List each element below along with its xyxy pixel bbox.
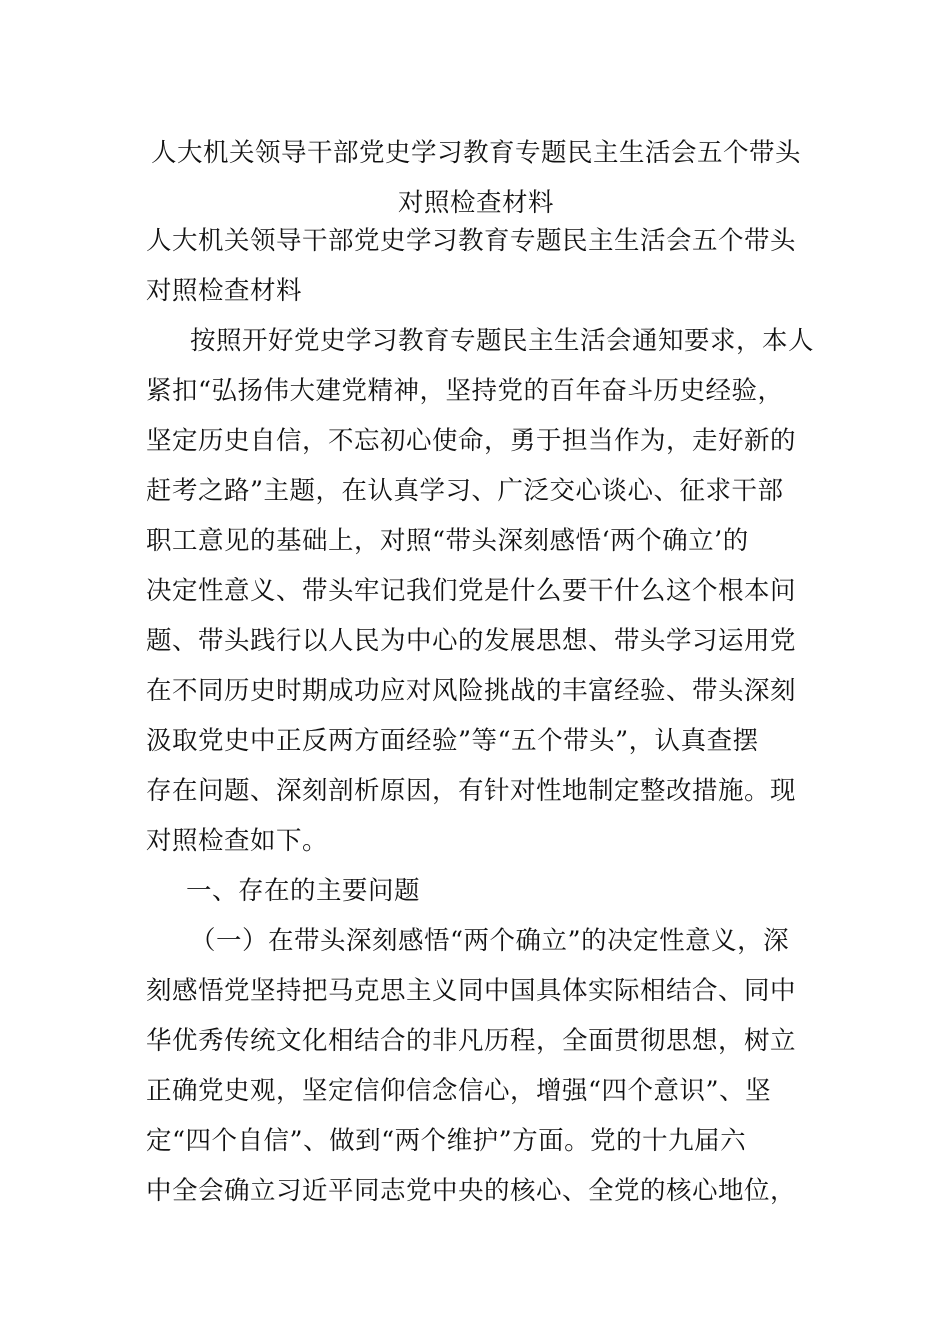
paragraph2-line: 华优秀传统文化相结合的非凡历程，全面贯彻思想，树立 <box>146 1026 797 1056</box>
paragraph1-line: 赶考之路”主题，在认真学习、广泛交心谈心、征求干部 <box>146 476 784 506</box>
paragraph1-line: 对照检查如下。 <box>146 826 329 856</box>
heading-line-1: 人大机关领导干部党史学习教育专题民主生活会五个带头 <box>146 226 797 256</box>
paragraph1-line: 按照开好党史学习教育专题民主生活会通知要求，本人 <box>190 326 815 356</box>
paragraph1-line: 汲取党史中正反两方面经验”等“五个带头”，认真查摆 <box>146 726 759 756</box>
document-title <box>146 128 806 228</box>
paragraph1-line: 紧扣“弘扬伟大建党精神，坚持党的百年奋斗历史经验， <box>146 376 784 406</box>
document-body <box>146 216 815 1216</box>
title-line-1: 人大机关领导干部党史学习教育专题民主生活会五个带头 <box>150 138 801 168</box>
paragraph1-line: 存在问题、深刻剖析原因，有针对性地制定整改措施。现 <box>146 776 797 806</box>
paragraph2-line: 定“四个自信”、做到“两个维护”方面。党的十九届六 <box>146 1126 747 1156</box>
paragraph1-line: 职工意见的基础上，对照“带头深刻感悟‘两个确立’的 <box>146 526 749 556</box>
section-heading: 一、存在的主要问题 <box>186 876 421 906</box>
paragraph1-line: 决定性意义、带头牢记我们党是什么要干什么这个根本问 <box>146 576 797 606</box>
heading-line-2: 对照检查材料 <box>146 276 303 306</box>
paragraph2-line: 中全会确立习近平同志党中央的核心、全党的核心地位， <box>146 1176 797 1206</box>
paragraph1-line: 题、带头践行以人民为中心的发展思想、带头学习运用党 <box>146 626 797 656</box>
paragraph2-line: 正确党史观，坚定信仰信念信心，增强“四个意识”、坚 <box>146 1076 772 1106</box>
title-line-2: 对照检查材料 <box>397 188 554 218</box>
paragraph2-line: （一）在带头深刻感悟“两个确立”的决定性意义，深 <box>190 926 790 956</box>
paragraph1-line: 坚定历史自信，不忘初心使命，勇于担当作为，走好新的 <box>146 426 797 456</box>
paragraph1-line: 在不同历史时期成功应对风险挑战的丰富经验、带头深刻 <box>146 676 797 706</box>
paragraph2-line: 刻感悟党坚持把马克思主义同中国具体实际相结合、同中 <box>146 976 797 1006</box>
